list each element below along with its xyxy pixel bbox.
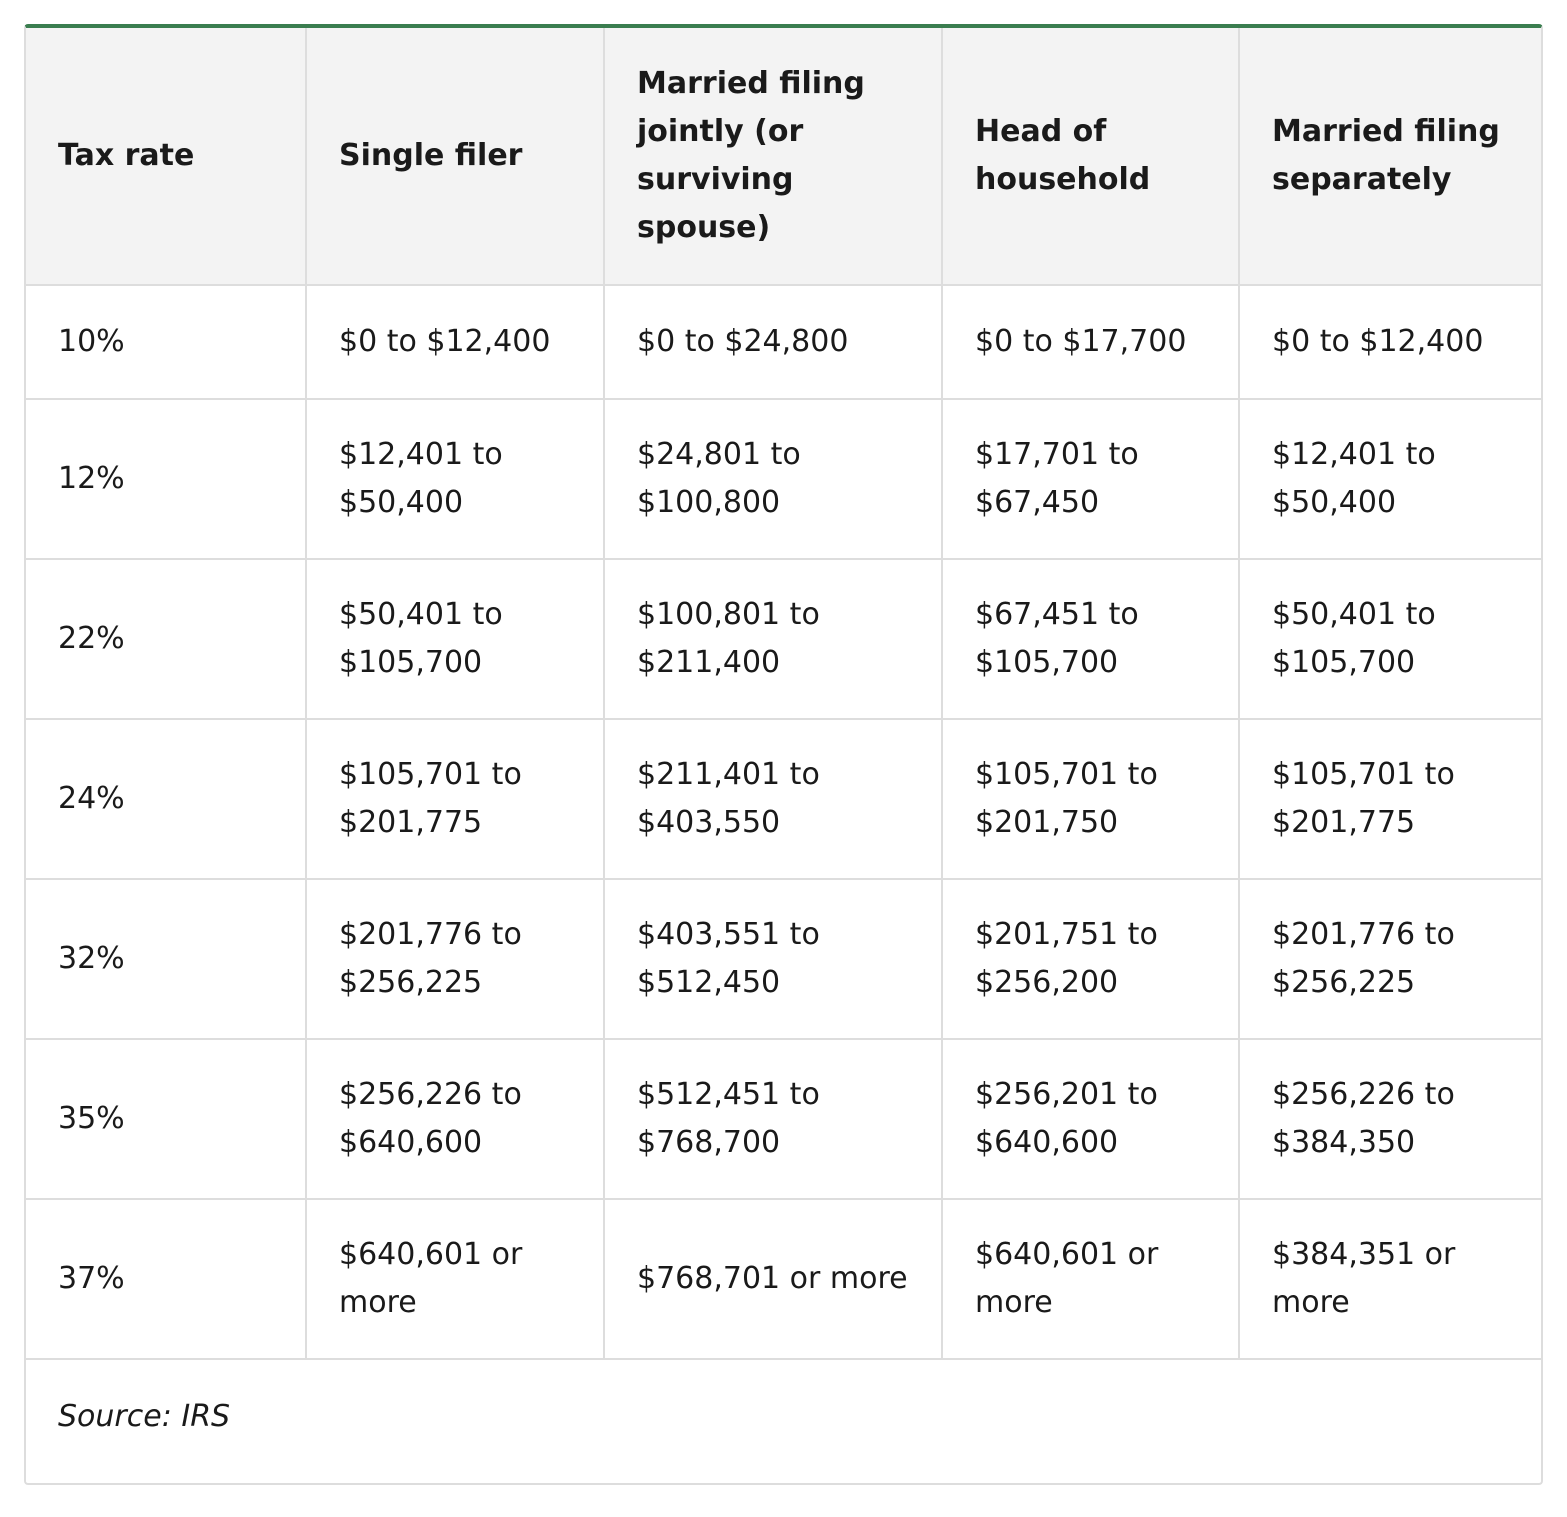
cell-married-separately: $105,701 to $201,775 [1239, 719, 1541, 879]
header-married-jointly: Married filing jointly (or surviving spouse) [604, 28, 942, 285]
cell-married-jointly: $211,401 to $403,550 [604, 719, 942, 879]
cell-married-jointly: $403,551 to $512,450 [604, 879, 942, 1039]
cell-head-of-household: $105,701 to $201,750 [942, 719, 1239, 879]
cell-head-of-household: $256,201 to $640,600 [942, 1039, 1239, 1199]
cell-head-of-household: $17,701 to $67,450 [942, 399, 1239, 559]
cell-married-separately: $256,226 to $384,350 [1239, 1039, 1541, 1199]
cell-head-of-household: $201,751 to $256,200 [942, 879, 1239, 1039]
cell-single-filer: $105,701 to $201,775 [306, 719, 604, 879]
cell-single-filer: $50,401 to $105,700 [306, 559, 604, 719]
cell-single-filer: $12,401 to $50,400 [306, 399, 604, 559]
cell-married-separately: $201,776 to $256,225 [1239, 879, 1541, 1039]
header-single-filer: Single filer [306, 28, 604, 285]
cell-tax-rate: 32% [26, 879, 306, 1039]
tax-table [26, 28, 1541, 1472]
cell-married-separately: $384,351 or more [1239, 1199, 1541, 1359]
cell-married-separately: $12,401 to $50,400 [1239, 399, 1541, 559]
cell-head-of-household: $0 to $17,700 [942, 285, 1239, 399]
cell-single-filer: $201,776 to $256,225 [306, 879, 604, 1039]
cell-married-separately: $0 to $12,400 [1239, 285, 1541, 399]
cell-single-filer: $0 to $12,400 [306, 285, 604, 399]
table-row [26, 399, 1541, 559]
table-row [26, 559, 1541, 719]
table-row [26, 285, 1541, 399]
header-head-of-household: Head of household [942, 28, 1239, 285]
table-row [26, 1039, 1541, 1199]
cell-married-jointly: $100,801 to $211,400 [604, 559, 942, 719]
cell-tax-rate: 22% [26, 559, 306, 719]
cell-tax-rate: 37% [26, 1199, 306, 1359]
table-row [26, 719, 1541, 879]
header-tax-rate: Tax rate [26, 28, 306, 285]
cell-head-of-household: $640,601 or more [942, 1199, 1239, 1359]
source-row [26, 1359, 1541, 1472]
cell-married-jointly: $768,701 or more [604, 1199, 942, 1359]
header-row [26, 28, 1541, 285]
cell-single-filer: $256,226 to $640,600 [306, 1039, 604, 1199]
table-row [26, 1199, 1541, 1359]
cell-married-jointly: $24,801 to $100,800 [604, 399, 942, 559]
table-row [26, 879, 1541, 1039]
source-caption: Source: IRS [26, 1359, 1541, 1472]
cell-tax-rate: 10% [26, 285, 306, 399]
cell-tax-rate: 35% [26, 1039, 306, 1199]
cell-married-separately: $50,401 to $105,700 [1239, 559, 1541, 719]
header-married-separately: Married filing separately [1239, 28, 1541, 285]
cell-head-of-household: $67,451 to $105,700 [942, 559, 1239, 719]
cell-tax-rate: 12% [26, 399, 306, 559]
cell-married-jointly: $0 to $24,800 [604, 285, 942, 399]
cell-married-jointly: $512,451 to $768,700 [604, 1039, 942, 1199]
cell-single-filer: $640,601 or more [306, 1199, 604, 1359]
tax-bracket-table [24, 24, 1543, 1485]
cell-tax-rate: 24% [26, 719, 306, 879]
